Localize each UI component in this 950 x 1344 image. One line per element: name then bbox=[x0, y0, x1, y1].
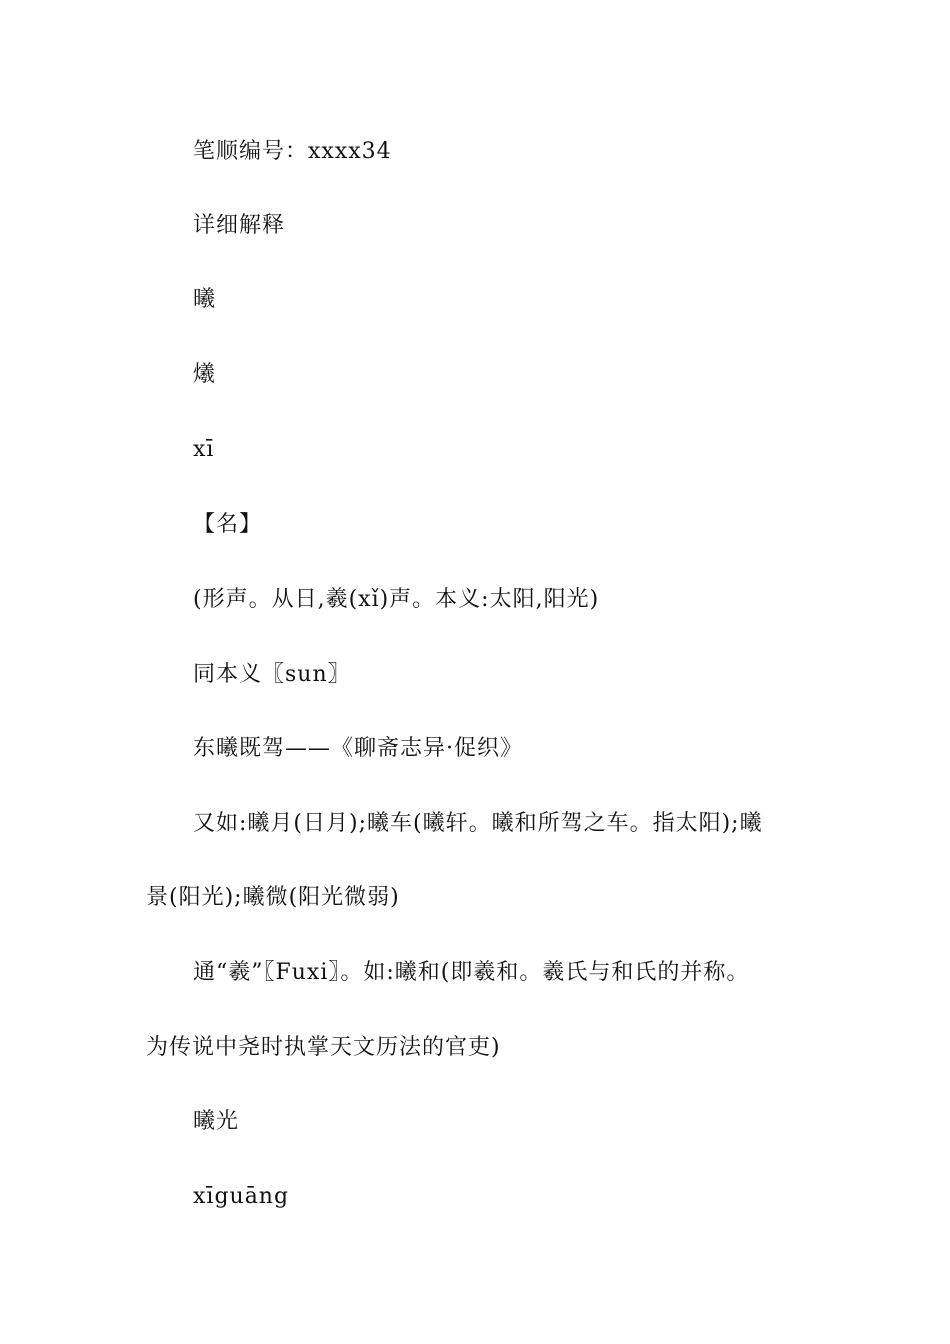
examples-paragraph-line-2: 景(阳光);曦微(阳光微弱) bbox=[146, 885, 400, 910]
character-headword: 曦 bbox=[193, 287, 217, 312]
pinyin-reading: xī bbox=[193, 437, 215, 462]
part-of-speech-label: 【名】 bbox=[193, 512, 263, 537]
compound-word-pinyin: xīguāng bbox=[193, 1184, 290, 1209]
stroke-order-line: 笔顺编号：xxxx34 bbox=[193, 139, 392, 164]
examples-paragraph-line-1: 又如:曦月(日月);曦车(曦轩。曦和所驾之车。指太阳);曦 bbox=[193, 811, 763, 836]
character-variant: 爔 bbox=[193, 362, 217, 387]
variant-usage-line-1: 通“羲”〖Fuxi〗。如:曦和(即羲和。羲氏与和氏的并称。 bbox=[193, 960, 750, 985]
example-quote-line: 东曦既驾——《聊斋志异·促织》 bbox=[193, 736, 523, 761]
etymology-line: (形声。从日,羲(xǐ)声。本义:太阳,阳光) bbox=[193, 587, 600, 612]
section-heading-detailed-explanation: 详细解释 bbox=[193, 213, 286, 238]
definition-line: 同本义〖sun〗 bbox=[193, 662, 351, 687]
compound-word-heading: 曦光 bbox=[193, 1109, 240, 1134]
variant-usage-line-2: 为传说中尧时执掌天文历法的官吏) bbox=[146, 1035, 501, 1060]
